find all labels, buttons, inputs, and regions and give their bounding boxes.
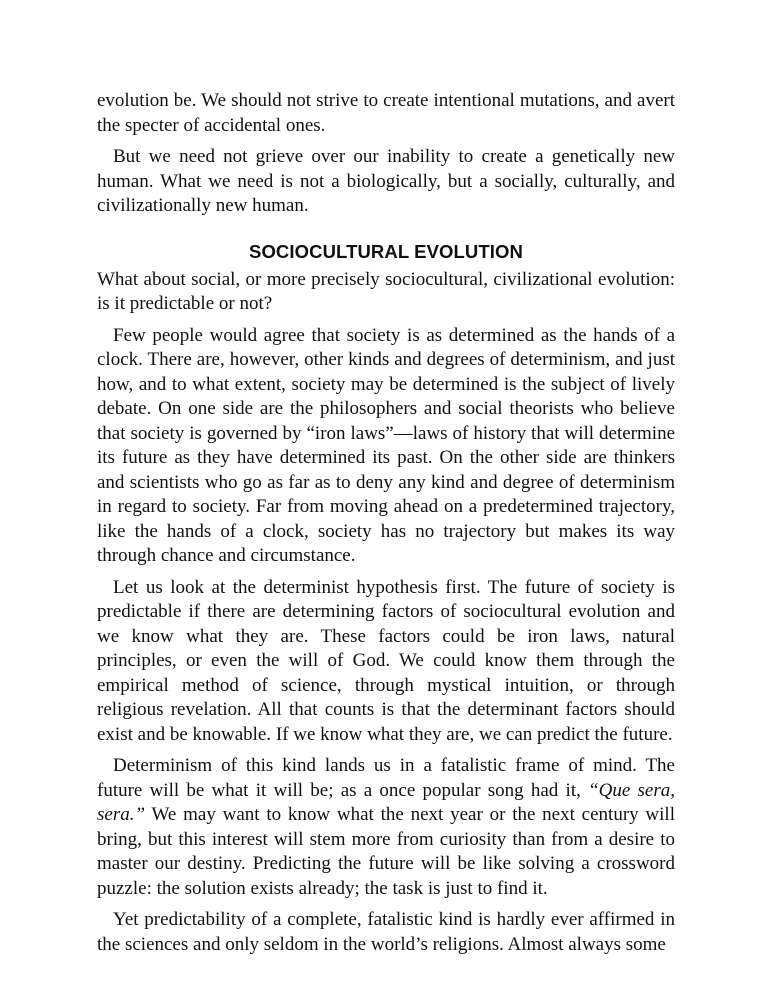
page-body	[97, 89, 675, 964]
paragraph-4: Few people would agree that society is as determined as the hands of a clock. There are, however, other kinds and degrees of determinism, and just how, and to what extent, society may be determined is the subject of lively debate. On one side are the philosophers and social theorists who believe that society is governed by “iron laws”—laws of history that will determine its future as they have determined its past. On the other side are thinkers and scientists who go as far as to deny any kind and degree of determinism in regard to society. Far from moving ahead on a predetermined trajectory, like the hands of a clock, society has no trajectory but makes its way through chance and circumstance.	[97, 324, 675, 566]
paragraph-6	[97, 754, 675, 901]
paragraph-3: What about social, or more precisely sociocultural, civilizational evolution: is it predictable or not?	[97, 268, 675, 314]
section-heading: SOCIOCULTURAL EVOLUTION	[249, 240, 523, 262]
paragraph-2: But we need not grieve over our inability to create a genetically new human. What we need is not a biologically, but a socially, culturally, and civilizationally new human.	[97, 146, 675, 216]
paragraph-1: evolution be. We should not strive to create intentional mutations, and avert the specter of accidental ones.	[97, 90, 675, 136]
song-title-italic: “Que sera, sera.”	[97, 779, 675, 825]
paragraph-6-after: We may want to know what the next year or the next century will bring, but this interest will stem more from curiosity than from a desire to master our destiny. Predicting the future will be like solving a crossword puzzle: the solution exists already; the task is just to find it.	[97, 804, 675, 899]
paragraph-6-before: Determinism of this kind lands us in a fatalistic frame of mind. The future will be what it will be; as a once popular song had it,	[97, 755, 675, 801]
paragraph-5: Let us look at the determinist hypothesis first. The future of society is predictable if there are determining factors of sociocultural evolution and we know what they are. These factors could be iron laws, natural principles, or even the will of God. We could know them through the empirical method of science, through mystical intuition, or through religious revelation. All that counts is that the determinant factors should exist and be knowable. If we know what they are, we can predict the future.	[97, 576, 675, 745]
paragraph-7: Yet predictability of a complete, fatalistic kind is hardly ever affirmed in the sciences and only seldom in the world’s religions. Almost always some	[97, 909, 675, 955]
